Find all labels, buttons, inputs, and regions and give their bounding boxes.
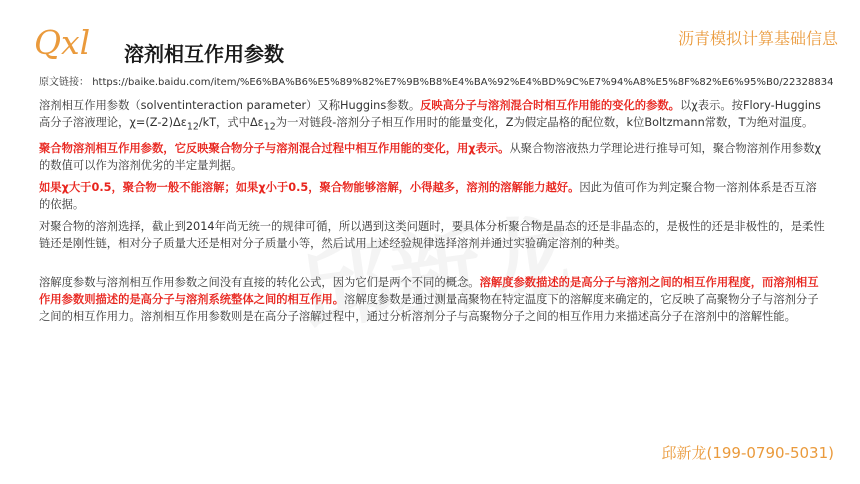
brand-label: 沥青模拟计算基础信息 — [677, 29, 838, 48]
p3-highlight: 如果χ大于0.5，聚合物一般不能溶解；如果χ小于0.5，聚合物能够溶解，小得越多，溶剂的溶解能力越好。 — [39, 181, 580, 195]
source-line — [39, 73, 839, 88]
page-title: 溶剂相互作用参数 — [124, 42, 284, 66]
p4-text: 对聚合物的溶剂选择，截止到2014年尚无统一的规律可循，所以遇到这类问题时，要具体分析聚合物是晶态的还是非晶态的，是极性的还是非极性的，是柔性链还是刚性链，相对分子质量大还是相对分子质量小等，然后试用上述经验规律选择溶剂并通过实验确定溶剂的种类。 — [39, 220, 825, 251]
p1-text-d: /kT，式中Δε — [198, 116, 264, 129]
p1-subscript-2: 12 — [263, 121, 276, 133]
paragraph-1 — [39, 97, 827, 135]
source-link[interactable]: https://baike.baidu.com/item/%E6%BA%B6%E5%89%82%E7%9B%B8%E4%BA%92%E4%BD%9C%E7%94%A8%E5%8F%82%E6%95%B0/22328834 — [92, 77, 834, 88]
footer-contact: 邱新龙(199-0790-5031) — [661, 444, 834, 462]
p5-text-a: 溶解度参数与溶剂相互作用参数之间没有直接的转化公式，因为它们是两个不同的概念。 — [39, 276, 480, 290]
paragraph-5 — [39, 274, 827, 325]
p3-text-b: 因此为值可作为判定聚合物一溶剂体系是否互溶的依据。 — [39, 181, 817, 212]
p5-highlight: 溶解度参数描述的是高分子与溶剂之间的相互作用程度，而溶剂相互作用参数则描述的是高分子与溶剂系统整体之间的相互作用。 — [39, 276, 819, 307]
p2-highlight: 聚合物溶剂相互作用参数，它反映聚合物分子与溶剂混合过程中相互作用能的变化，用χ表示。 — [39, 142, 510, 156]
source-label: 原文链接： — [39, 77, 89, 88]
article-body — [39, 97, 827, 325]
paragraph-4 — [39, 218, 827, 252]
p1-text-a: 溶剂相互作用参数（solventinteraction parameter）又称Huggins参数。 — [39, 99, 421, 112]
p1-subscript-1: 12 — [186, 121, 199, 133]
paragraph-2 — [39, 140, 827, 174]
paragraph-3 — [39, 179, 827, 213]
p5-text-c: 溶解度参数是通过测量高聚物在特定温度下的溶解度来确定的，它反映了高聚物分子与溶剂分子之间的相互作用力。溶剂相互作用参数则是在高分子溶解过程中，通过分析溶剂分子与高聚物分子之间的相互作用力来描述高分子在溶剂中的溶解性能。 — [39, 293, 819, 324]
p2-text-b: 从聚合物溶液热力学理论进行推导可知，聚合物溶剂作用参数χ的数值可以作为溶剂优劣的半定量判据。 — [39, 142, 822, 173]
p1-text-e: 为一对链段-溶剂分子相互作用时的能量变化，Z为假定晶格的配位数，k位Boltzmann常数，T为绝对温度。 — [275, 116, 814, 129]
p1-highlight: 反映高分子与溶剂混合时相互作用能的变化的参数。 — [420, 99, 680, 112]
p1-text-c: 以χ表示。按Flory-Huggins高分子溶液理论，χ=(Z-2)Δε — [39, 99, 821, 129]
logo: Qxl — [34, 23, 91, 62]
